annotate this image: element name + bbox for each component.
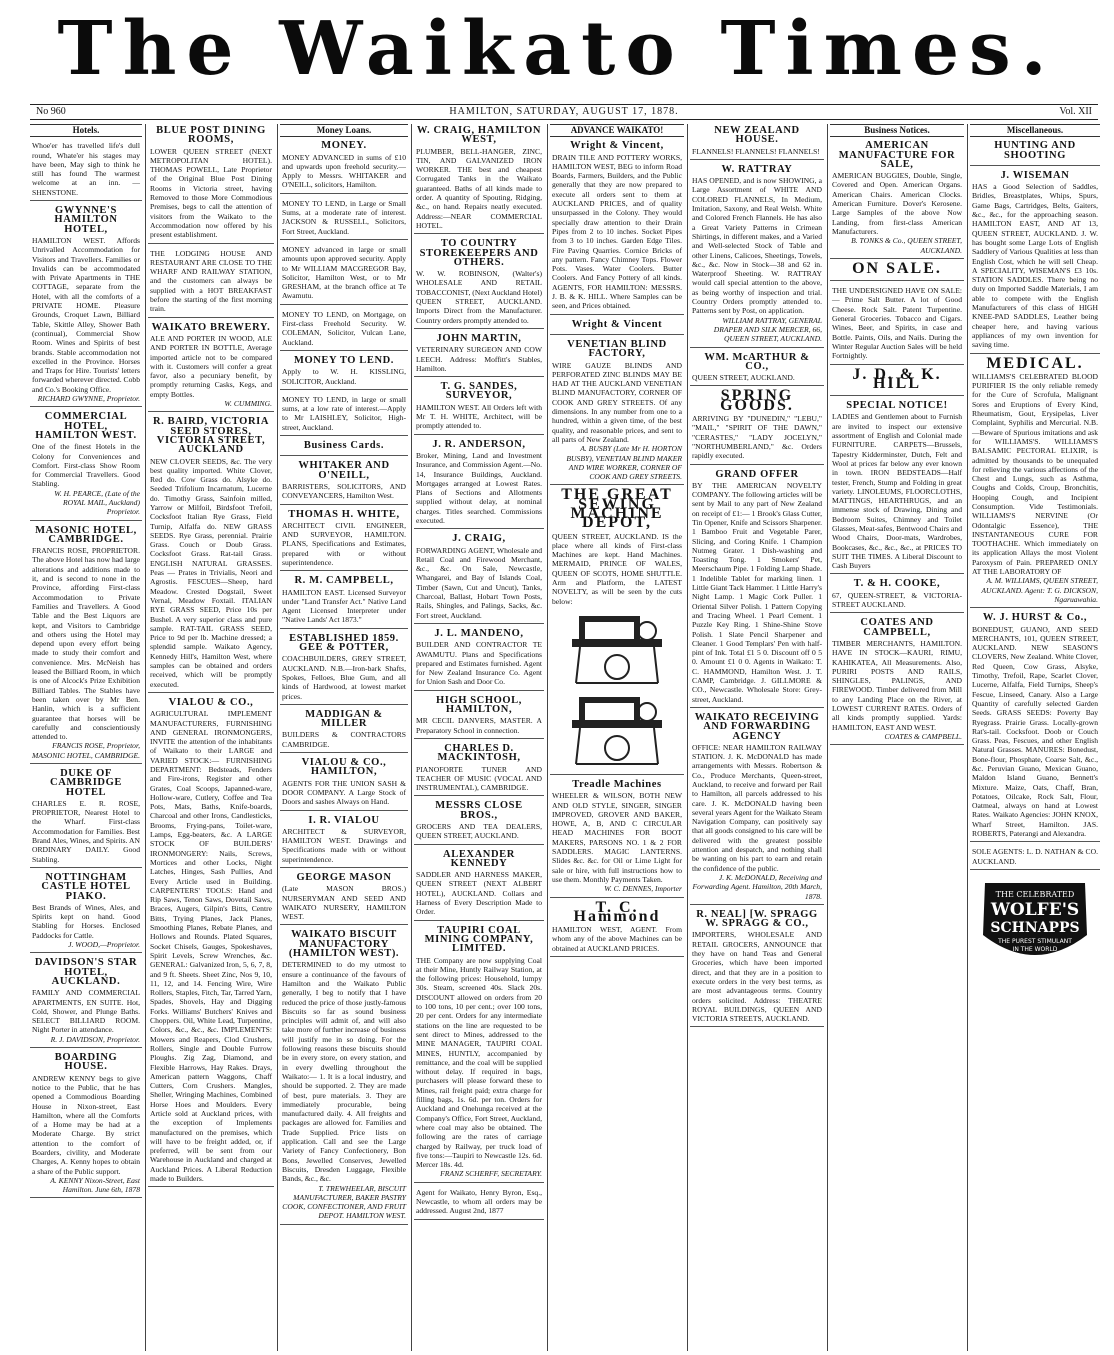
svg-text:WOLFE'S: WOLFE'S [990, 899, 1080, 920]
advertisement [550, 486, 684, 775]
dateline [30, 104, 1098, 120]
advertisement-body: HAS a Good Selection of Saddles, Bridles, Breastplates, Whips, Spurs, Game Bags, Cartridges, Belts, Gaiters, &c., &c., for the approaching season. HAMILTON EAST, AND AT 13, QUEEN STREET, AUCKLAND. J. W. has bought some Large Lots of English Saddlery of Various Qualities at less than English Cost, which he will sell Cheap. A SPECIALITY, WISEMAN'S £3 10s. STATION SADDLES. There being no duty on Imported Saddle Materials, I am able to compete with the English Manufacturers of this class of HIGH KNEE-PAD SADDLES, Leather being cheaper here, and having various appliances of my own invention for saving time. [972, 182, 1098, 350]
advertisement-body: WILLIAMS'S CELEBRATED BLOOD PURIFIER IS the only reliable remedy for the Cure of Scrofula, Malignant Sores and Eruptions of Every Kind, Rheumatism, Gout, Erysipelas, Liver Complaint, Syphilis and Mercurial. N.B.—Beware of Spurious imitations and ask for WILLIAMS'S. WILLIAMS'S BALSAMIC PECTORAL ELIXIR, is admitted by thousands to be unequaled for relieving the various affections of the Chest and Lungs, such as Asthma, Coughs and Colds, Croup, Bronchitis, Hooping Cough, and Incipient Consumption. Vide Testimonials. WILLIAMS'S NERVINE (Or Odontalgic Essence), THE INSTANTANEOUS CURE FOR TOOTHACHE. Which immediately on its application Allays the most Violent Paroxysm of Pain. PREPARED ONLY AT THE LABORATORY OF [972, 371, 1098, 577]
advertisement-body: BONEDUST, GUANO, AND SEED MERCHANTS, 101, QUEEN STREET, AUCKLAND. NEW SEASON'S CLOVERS, New Zealand. White Clover, Red Queen, Cow Grass, Alsyke, Timothy, Trefoil, Rape, Scarlet Clover, Lucerne, Alfalfa, Field Turnips, Sheep's Fescue, Linseed, Canary. Also a Large Quantity of carefully selected Garden Seeds. GRASS SEEDS: Poverty Bay Ryegrass. Prairie Grass. Locally-grown Rat's-tail. Cocksfoot. Doob or Couch Grass. Peas, Fescues, and other English Natural Grasses. MANURES: Bonedust, Bone-flour, Phosphate, Coarse Salt, &c., &c. Peruvian Guano, Mexican Guano, Maldon Island Guano, Bennett's Mixture. Maize, Oats, Chaff, Bran, Potatoes, Oilcake, Rock Salt, Flour, Oatmeal, always on hand at Lowest Rates. Waikato Agencies: JOHN KNOX, Wharf Street, Hamilton. JAS. ROBERTS, Paterangi and Alexandra. [972, 624, 1098, 839]
advertisement-signature: B. TONKS & Co., QUEEN STREET, AUCKLAND. [851, 236, 962, 255]
advertisement [414, 926, 544, 1183]
column-1 [30, 124, 142, 1351]
advertisement-heading: WAIKATO RECEIVING AND FORWARDING AGENCY [694, 711, 820, 742]
advertisement-body: GROCERS AND TEA DEALERS, QUEEN STREET, AUCKLAND. [416, 822, 542, 841]
advertisement-signature: A. KENNY Nixon-Street, East Hamilton. June 6th, 1878 [50, 1175, 140, 1195]
advertisement [148, 698, 274, 1187]
advertisement [280, 634, 408, 705]
advertisement-heading: COMMERCIAL HOTEL, HAMILTON WEST. [35, 411, 137, 441]
column-2 [148, 124, 274, 1351]
advertisement [550, 141, 684, 314]
column-rule [277, 124, 278, 1351]
advertisement [414, 382, 544, 434]
advertisement-heading: CHARLES D. MACKINTOSH, [437, 742, 521, 764]
advertisement-heading: J. L. MANDENO, [434, 627, 524, 639]
advertisement-body: PIANOFORTE TUNER AND TEACHER OF MUSIC (VOCAL AND INSTRUMENTAL), CAMBRIDGE. [416, 764, 542, 793]
advertisement-body: TIMBER MERCHANTS, HAMILTON. HAVE IN STOCK—KAURI, RIMU, KAHIKATEA, All Measurements. Also, PURIRI POSTS AND RAILS, SHINGLES, PALINGS, AND FIREWOOD. Timber delivered from Mill to any Landing Place on the River, at LOWEST CURRENT RATES. Orders of all kinds promptly supplied. Yards: HAMILTON, EAST AND WEST. [832, 638, 962, 732]
advertisement [280, 441, 408, 456]
advertisement [280, 310, 408, 351]
advertisement-body: VETERINARY SURGEON AND COW LEECH. Address: Moffitt's Stables, Hamilton. [416, 345, 542, 373]
advertisement [30, 526, 142, 764]
advertisement-heading: I. R. VIALOU [308, 814, 380, 826]
advertisement-heading: T. G. SANDES, SURVEYOR, [440, 381, 518, 402]
advertisement [414, 440, 544, 530]
advertisement-body: BUILDER AND CONTRACTOR TE AWAMUTU. Plans and Specifications prepared and Estimates furnished. Agent for New Zealand Insurance Co. Agent for Union Sash and Door Co. [416, 640, 542, 687]
advertisement [550, 780, 684, 898]
advertisement-body: THE LODGING HOUSE AND RESTAURANT ARE CLOSE TO THE WHARF AND RAILWAY STATION, and the customers can always be supplied with a HOT BREAKFAST before the starting of the first morning train. [150, 248, 272, 314]
advertisement-heading: BLUE POST DINING ROOMS, [156, 125, 266, 146]
sewing-machine-illustration [562, 609, 672, 687]
advertisement [30, 769, 142, 868]
advertisement-heading: DAVIDSON'S STAR HOTEL, AUCKLAND. [34, 957, 138, 987]
advertisement [414, 744, 544, 796]
advertisement-body: (Late MASON BROS.) NURSERYMAN AND SEED AND WAIKATO NURSERY, HAMILTON WEST. [282, 884, 406, 922]
advertisement-body: BARRISTERS, SOLICITORS, AND CONVEYANCERS, Hamilton West. [282, 481, 406, 501]
advertisement-heading: J. CRAIG, [452, 533, 506, 545]
column-rule [411, 124, 412, 1351]
advertisement-body: MONEY TO LEND, on Mortgage, on First-class Freehold Security. W. COLEMAN, Solicitor, Vulcan Lane, Auckland. [282, 309, 406, 347]
issue-number: No 960 [36, 106, 66, 117]
advertisement [280, 873, 408, 925]
advertisement [830, 286, 964, 364]
advertisement-heading: R. BAIRD, VICTORIA SEED STORES, VICTORIA STREET, AUCKLAND [152, 416, 269, 456]
advertisement-heading: MESSRS CLOSE BROS., [435, 800, 523, 821]
advertisement-body: AMERICAN BUGGIES, Double, Single, Covered and Open. American Organs. American Chairs. American Clocks. American Furniture. Dover's Kerosene. Large Samples of the above Now Landing, from first-class American Manufacturers. [832, 171, 962, 236]
advertisement-body: THE Company are now supplying Coal at their Mine, Huntly Railway Station, at the following prices: Household, lumpy 30s. Steam, screened 40s. Slack 20s. DISCOUNT allowed on orders from 20 to 100 tons, 10 per cent.; over 100 tons, 20 per cent. Orders for any intermediate stations on the line are requested to be sent direct to Mines, addressed to the MINE MANAGER, TAUPIRI COAL MINES, HUNTLY, accompanied by remittance, and the coal will be supplied without delay. If required in bags, purchasers will please forward these to Mines, rail freight paid; extra charge for filling bags, 1s. 6d. per ton. Orders for Auckland and Onehunga received at the Company's Office, Fort Street, Auckland, where coal may also be obtained. The following are the rates of carriage charged by Railway, per truck load of five tons:—Taupiri to Newcastle 12s. 6d. Mercer 18s. 4d. [416, 955, 542, 1170]
advertisement [414, 850, 544, 921]
column-rule [547, 124, 548, 1351]
advertisement-heading: DUKE OF CAMBRIDGE HOTEL [50, 768, 122, 798]
advertisement-heading: AMERICAN MANUFACTURE FOR SALE, [838, 140, 956, 170]
advertisement [830, 365, 964, 397]
advertisement [970, 141, 1100, 166]
advertisement-heading: J. R. ANDERSON, [432, 438, 526, 450]
advertisement-body: DRAIN TILE AND POTTERY WORKS, HAMILTON WEST, BEG to inform Road Boards, Farmers, Builders, and the Public generally that they are now prepared to execute all orders sent to them at AUCKLAND PRICES, and of quality unsurpassed in the Colony. They would specially draw attention to their Drain Pipes from 2 to 10 inches. Socket Pipes from 3 to 10 inches. Garden Edge Tiles. Fire Paving Quarries. Cornice Bricks of any pattern. Fancy Chimney Tops. Flower Pots. Vases. Water Coolers. Butter Coolers. And Fancy Pottery of all kinds. AGENTS, FOR HAMILTON: MESSRS. J. B. & K. HILL. Where Samples can be seen, and Prices obtained. [552, 152, 682, 311]
column-rule [967, 124, 968, 1351]
advertisement-signature: FRANCIS ROSE, Proprietor, MASONIC HOTEL, CAMBRIDGE. [32, 741, 140, 760]
advertisement [830, 579, 964, 613]
advertisement [148, 417, 274, 693]
advertisement [148, 249, 274, 318]
advertisement-body: COACHBUILDERS, GREY STREET, AUCKLAND. N.B.—Iron-bark Shafts, Spokes, Felloes, Blue Gum, and all kinds of Hardwood, at lowest market prices. [282, 654, 406, 701]
advertisement-body: SADDLER AND HARNESS MAKER, QUEEN STREET (NEXT ALBERT HOTEL), AUCKLAND. Collars and Harness of Every Description Made to Order. [416, 870, 542, 917]
advertisement-heading: Wright & Vincent, [570, 140, 664, 152]
advertisement-heading: Business Cards. [303, 440, 385, 452]
advertisement-body: ARCHITECT & SURVEYOR, HAMILTON WEST. Drawings and Specifications made with or without superintendence. [282, 826, 406, 864]
advertisement-heading: BOARDING HOUSE. [54, 1052, 118, 1073]
advertisement-body: HAMILTON WEST, AGENT. From whom any of the above Machines can be obtained at AUCKLAND PRICES. [552, 925, 682, 953]
advertisement-heading: WM. McARTHUR & CO., [704, 351, 810, 372]
column-rule [827, 124, 828, 1351]
advertisement-heading: R. NEAL] [W. SPRAGG W. SPRAGG & CO., [696, 908, 818, 930]
advertisement-body: HAMILTON WEST. All Orders left with Mr T. H. WHITE, Architect, will be promptly attended to. [416, 402, 542, 431]
svg-text:SCHNAPPS: SCHNAPPS [990, 919, 1080, 936]
advertisement-heading: MONEY. [321, 140, 367, 152]
advertisement-heading: J. WISEMAN [1000, 169, 1070, 181]
advertisement-body: MR CECIL DANVERS, MASTER. A Preparatory School in connection. [416, 716, 542, 735]
masthead [0, 0, 1114, 100]
advertisement [830, 141, 964, 259]
advertisement-signature: FRANZ SCHERFF, SECRETARY. [440, 1169, 542, 1179]
advertisement-body: BUILDERS & CONTRACTORS CAMBRIDGE. [282, 730, 406, 749]
advertisement-heading: J. D. & K. HILL [852, 365, 942, 392]
advertisement [690, 713, 824, 905]
advertisement [690, 910, 824, 1028]
column-6 [690, 124, 824, 1351]
advertisement-body: Broker, Mining, Land and Investment Insurance, and Commission Agent.—No. 14, Insurance Buildings, Auckland. Mortgages arranged at Lowest Rates. Plans of Sections and Allotments supplied without delay, at nominal charges. Titles searched. Commissions executed. [416, 450, 542, 525]
section-heading: Money Loans. [280, 124, 408, 137]
advertisement-body: ANDREW KENNY begs to give notice to the Public, that he has opened a Commodious Boarding House in Nixon-street, East Hamilton, where all the Comforts of a Home may be had at a Moderate Charge. By strict attention to the comfort of Boarders, civility, and Moderate Charges, A. Kenny hopes to obtain a share of the Public support. [32, 1073, 140, 1176]
advertisement-body: THE UNDERSIGNED HAVE ON SALE:— Prime Salt Butter. A lot of Good Cheese. Rock Salt. Patent Turpentine. General Groceries. Tobacco and Cigars. Wines, Beer, and Spirits, in case and Bottle. Paints, Oils, and Nails. During the Winter Regular Auction Sales will be held Fortnightly. [832, 286, 962, 361]
advertisement-body: OFFICE: NEAR HAMILTON RAILWAY STATION. J. K. McDONALD has made arrangements with Messrs. Robertson & Co., Produce Merchants, Queen-street, Auckland, to receive and forward per Rail to Hamilton, all parcels addressed to his care. J. K. McDONALD having been several years Agent for the Waikato Steam Navigation Company, can positively say that all goods consigned to his care will be delivered with the greatest possible attention and despatch, and nothing shall be wanting on his part to earn and retain the confidence of the public. [692, 742, 822, 873]
section-heading: Business Notices. [830, 124, 964, 137]
advertisement-signature: RICHARD GWYNNE, Proprietor. [37, 394, 140, 404]
advertisement [830, 259, 964, 281]
advertisement [690, 165, 824, 348]
advertisement [970, 354, 1100, 609]
advertisement-signature: T. TREWHEELAR, BISCUIT MANUFACTURER, BAKER PASTRY COOK, CONFECTIONER, AND FRUIT DEPOT. HAMILTON WEST. [282, 1183, 406, 1221]
advertisement-signature: R. J. DAVIDSON, Proprietor. [50, 1034, 140, 1044]
advertisement-body: AGRICULTURAL IMPLEMENT MANUFACTURERS, FURNISHING AND GENERAL IRONMONGERS, INVITE the attention of the inhabitants of Waikato to their LARGE and VARIED STOCK:— FURNISHING DEPARTMENT: Bedsteads, Fenders and Fire-irons, Register and other Grates, Coal Scoops, Japanned-ware, Hollow-ware, Cutlery, Coffee and Tea Pots, Mats, Baths, Knife-boards, Charcoal and other Irons, Candlesticks, Brooms, Frying-pans, Toilet-ware, Lamps, Egg-beaters, &c. A LARGE STOCK OF BUILDERS' IRONMONGERY: Nails, Screws, Mortices and other Locks, Night Latches, Hinges, Sash Pullies, And Every Article used in Building. CARPENTERS' TOOLS: Hand and Rip Saws, Tenon Saws, Dovetail Saws, Braces, Augers, Gilpin's Bitts, Centre Bitts, Trying Planes, Jack Planes, Smoothing Planes, Rebate Planes, and Hollows and Rounds. Plated Squares, Socket Chisels, Gauges, Spokeshaves, Spirit Levels, Screw Wrenches, &c. GENERAL: Galvanized Iron, 5, 6, 7, 8, and 9 ft. Sheets. Sheet Zinc, Nos 9, 10, 11, 12, and 14. Fencing Wire, Wire Rollers, Staples, Fitch, Tar, Tarred Yarn, Spades, Shovels, Hay and Digging Forks. Williams' Butchers' Knives and Choppers. Oil, White Lead, Turpentine, Colors, &c., &c., &c. IMPLEMENTS: Mowers and Reapers, Clod Crushers, Rollers, Single and Double Furrow Ploughs. Zig Zag, Diamond, and Flexible Harrows, Hay Rakes. Drays, American pattern Waggons, Chaff Cutters, Corn Crushers. Mangles, Sheller, Wringing Machines, Combined Horse Hoes and Moulders. Every Article sold at Auckland prices, with the exception of Implements manufactured on the premises, which will have to be freight added, or, if preferred, will be sent from our Warehouse in Auckland and charged at Auckland Prices. A Liberal Reduction made to Builders. [150, 709, 272, 1184]
advertisement [970, 847, 1100, 870]
advertisement-signature: A. M. WILLIAMS, QUEEN STREET, AUCKLAND. Agent: T. G. DICKSON, Ngaruawahia. [981, 576, 1098, 604]
advertisement-signature: W. CUMMING. [224, 399, 272, 409]
advertisement-body: WHEELER & WILSON, BOTH NEW AND OLD STYLE, SINGER, SINGER IMPROVED, GROVER AND BAKER, HOWE, A, B, AND C CIRCULAR HEAD MACHINES FOR BOOT MAKERS, PARSONS NO. 1 & 2 FOR SADDLERS. MAGIC LANTERNS. Slides &c. &c. for Oil or Lime Light for sale or hire, with full instructions how to use them. Monthly Payments Taken. [552, 791, 682, 884]
newspaper-title: The Waikato Times. [57, 6, 1057, 92]
advertisement [280, 395, 408, 436]
column-3 [280, 124, 408, 1351]
advertisement-body: BY THE AMERICAN NOVELTY COMPANY. The following articles will be sent by Mail to any part of New Zealand on receipt of £1:— 1 Brook's Glass Cutter, Tin Opener, Knife and Scissors Sharpener. 1 Bamboo Fruit and Vegetable Parer, Slicing, and Coring Knife. 1 Champion Nutmeg Grater. 1 Dish-washing and Toasting Tong. 1 Smokers' Pet, Meerschaum Pipe. 1 Folding Lamp Shade. 1 Indelible Tablet for marking linen. 1 Little Giant Tack Hammer. 1 Little Harry's Night Lamp. 1 Magic Cork Puller. 1 Oriental Silver Polish. 1 Pattern Copying and Tracing Wheel. 1 Pearl Cement. 1 Puzzle Key Ring. 1 Shine-Shine Stove Polish. 1 Slate Pencil Sharpener and Cleaner. 1 Good Templars' Pen with half-pint of Ink. Total £1 5 0. Discount off 0 5 0. Amount £1 0 0. Agents in Waikato: T. C. HAMMOND, Hamilton West. J. T. CAMP, Cambridge. J. GILLMORE & CO., Newcastle. Wholesale Store: Grey-street, Auckland. [692, 480, 822, 704]
advertisement-heading: THOMAS H. WHITE, [288, 508, 400, 520]
advertisement-signature: A. BUSBY (Late Mr H. HORTON BUSBY), VENETIAN BLIND MAKER AND WIRE WORKER, CORNER OF COOK AND GREY STREETS. [566, 444, 682, 482]
advertisement-body: FRANCIS ROSE, PROPRIETOR. The above Hotel has now had large alterations and additions made to it, and is second to none in the Province, affording First-class Accommodation to Private Families and Travellers. A Good Table and the Best Liquors are kept, and Visitors to Cambridge and others using the Hotel may depend upon every effort being made to study their comfort and convenience. Mrs. McNeish has leased the Billiard Room, in which is one of Alcock's Prize Exhibition Billiard Tables. The Stables have been taken over by Mr Ben. Hanlin, which is a sufficient guarantee that horses will be carefully and conscientiously attended to. [32, 546, 140, 742]
advertisement [280, 710, 408, 753]
advertisement-body: Whoe'er has travelled life's dull round, Whate'er his stages may have been, May sigh to think he still has found The warmest welcome at an inn. —SHENSTONE. [32, 141, 140, 197]
advertisement-body: Apply to W. H. KISSLING, SOLICITOR, Auckland. [282, 367, 406, 386]
advertisement-body: ARRIVING BY "DUNEDIN," "LEBU," "MAIL," "SPIRIT OF THE DAWN," "CERASTES," "LADY JOCELYN," "NORTHUMBERLAND," &c. Orders rapidly executed. [692, 414, 822, 461]
advertisement-body: FORWARDING AGENT, Wholesale and Retail Coal and Firewood Merchant, &c., &c. On Sale, Newcastle, Whangarei, and Bay of Islands Coal, Timber (Sawn, Cut and Uncut), Tanks, Charcoal, Ballast, Hobart Town Posts, Rails, Shingles, and Palings, Sacks, &c. Fort street, Auckland. [416, 545, 542, 620]
advertisement [414, 801, 544, 844]
advertisement-body: HAS OPENED, and is now SHOWING, a Large Assortment of WHITE AND COLORED FLANNELS, In Medium, Imitation, Saxony, and Real Welsh. White and Colored French Flannels. He has also a Great Variety Patterns in Crimean Shirtings, in different makes, and a Varied and Well-selected Stock of Table and other Linens, Calicoes, Sheetings, Towels, &c., &c. Now in Stock—38 and 62 in. Waterproof Sheeting. W. RATTRAY would call special attention to the above, as being worthy of inspection and trial. Country Orders promptly attended to. Patterns sent by Post, on application. [692, 176, 822, 316]
advertisement-heading: SPECIAL NOTICE! [846, 400, 948, 412]
advertisement [148, 126, 274, 244]
volume-number: Vol. XII [1059, 106, 1092, 117]
advertisement-heading: NEW ZEALAND HOUSE. [714, 125, 800, 146]
advertisement [280, 141, 408, 193]
advertisement-heading: T. C. Hammond [573, 898, 661, 925]
advertisement-heading: W. J. HURST & Co., [982, 612, 1088, 624]
advertisement [690, 353, 824, 387]
advertisement-heading: MEDICAL. [986, 354, 1084, 372]
advertisement-body: HAMILTON EAST. Licensed Surveyor under "Land Transfer Act." Native Land Agent Licensed Interpreter under "Native Lands' Act 1873." [282, 587, 406, 625]
advertisement-body: AGENTS FOR THE UNION SASH & DOOR COMPANY. A Large Stock of Doors and sashes Always on Hand. [282, 778, 406, 807]
advertisement [280, 816, 408, 868]
advertisement [414, 126, 544, 234]
advertisement-heading: T. & H. COOKE, [853, 578, 941, 590]
column-rule [145, 124, 146, 1351]
advertisement-body: Best Brands of Wines, Ales, and Spirits kept on hand. Good Stabling for Horses. Enclosed Paddocks for Cattle. [32, 902, 140, 940]
advertisement-heading: GEORGE MASON [296, 872, 392, 883]
svg-text:IN THE WORLD: IN THE WORLD [1012, 945, 1058, 953]
advertisement [30, 141, 142, 201]
advertisement [970, 613, 1100, 842]
advertisement-body: WIRE GAUZE BLINDS AND PERFORATED ZINC BLINDS MAY BE HAD AT THE AUCKLAND VENETIAN BLIND MANUFACTORY, CORNER OF COOK AND GREY STREETS. Of any dimensions. In any number from one to a hundred, within a given time, of the best quality, and reasonable prices, and sent to all parts of New Zealand. [552, 360, 682, 444]
advertisement-heading: VIALOU & CO., [168, 696, 254, 708]
advertisement [414, 239, 544, 329]
advertisement-body: FAMILY AND COMMERCIAL APARTMENTS, EN SUITE. Hot, Cold, Shower, and Plunge Baths. SELECT BILLIARD ROOM. Night Porter in attendance. [32, 988, 140, 1035]
advertisement-body: LOWER QUEEN STREET (NEXT METROPOLITAN HOTEL). THOMAS POWELL, Late Proprietor of the Original Blue Post Dining Rooms in Victoria street, having Removed to those More Commodious Premises, begs to call the attention of visitors from the Waikato to the Accommodation now offered by his present establishment. [150, 146, 272, 240]
advertisement [414, 334, 544, 377]
advertisement-heading: MADDIGAN & MILLER [305, 708, 383, 730]
advertisement-body: 67, QUEEN-STREET, & VICTORIA-STREET AUCKLAND. [832, 590, 962, 610]
advertisement [414, 1188, 544, 1220]
advertisement [280, 245, 408, 305]
advertisement-body: MONEY TO LEND, in Large or Small Sums, at a moderate rate of interest. JACKSON & RUSSELL, Solicitors, Fort Street, Auckland. [282, 198, 406, 236]
advertisement-signature: COATES & CAMPBELL. [884, 731, 962, 741]
advertisement-signature: J. K. McDONALD, Receiving and Forwarding Agent. Hamilton, 20th March, 1878. [692, 872, 822, 901]
column-7 [830, 124, 964, 1351]
advertisement-heading: HIGH SCHOOL, HAMILTON, [436, 694, 522, 716]
advertisement [830, 401, 964, 574]
advertisement-body: IMPORTERS, WHOLESALE AND RETAIL GROCERS, ANNOUNCE that they have on hand Teas and General Groceries, which have been imported direct, and that they are in a position to execute orders in the very best terms, as are most advantageous terms. Country orders solicited. Address: THEATRE ROYAL BUILDINGS, QUEEN AND VICTORIA STREETS, AUCKLAND. [692, 930, 822, 1024]
advertisement [280, 356, 408, 390]
advertisement-heading: GRAND OFFER [715, 468, 799, 480]
advertisement-heading: ESTABLISHED 1859. GEE & POTTER, [289, 632, 399, 654]
advertisement-heading: W. CRAIG, HAMILTON WEST, [416, 125, 542, 146]
advertisement [414, 629, 544, 691]
advertisement [148, 323, 274, 413]
advertisement-heading: Treadle Machines [572, 778, 662, 790]
advertisement-heading: Wright & Vincent [571, 318, 663, 330]
column-4 [414, 124, 544, 1351]
advertisement-signature: WILLIAM RATTRAY, GENERAL DRAPER AND SILK MERCER, 66, QUEEN STREET, AUCKLAND. [713, 315, 822, 344]
advertisement-body: LADIES and Gentlemen about to Furnish are invited to inspect our extensive assortment of English and Colonial made FURNITURE. CARPETS—Brussels, Tapestry Kidderminster, Dutch, Felt and Wool at prices far below any ever known in town. IRON BEDSTEADS—Half tester, French, Stump and Folding in great variety. LINOLEUMS, FLOORCLOTHS, MATTINGS, HEARTHRUGS, and an immense stock of Drawing, Dining and Bedroom Suites, Chimney and Toilet Glasses, Meat-safes, Bentwood Chairs and Wood Chairs, Door-mats, Wardrobes, Bookcases, &c., &c., &c., at PRICES TO SUIT THE TIMES. A Liberal Discount to Cash Buyers [832, 412, 962, 571]
advertisement-body: QUEEN STREET, AUCKLAND. IS the place where all kinds of First-class Machines are kept. Hand Machines. MERMAID, PRINCE OF WALES, QUEEN OF SCOTS, HOME SHUTTLE. Arm and Platform, the LATEST NOVELTY, as will be seen by the cuts below: [552, 531, 682, 606]
advertisement [280, 510, 408, 572]
advertisement-signature: W. C. DENNES, Importer [604, 884, 682, 894]
advertisement [30, 958, 142, 1048]
advertisement-body: One of the finest Hotels in the Colony for Conveniences and Comfort. First-class Show Room for Commercial Travellers. Good Stabling. [32, 442, 140, 489]
advertisement-heading: MONEY TO LEND. [293, 354, 395, 366]
issue-date: HAMILTON, SATURDAY, AUGUST 17, 1878. [449, 106, 679, 117]
advertisement-heading: R. M. CAMPBELL, [294, 575, 394, 587]
advertisement-body: DETERMINED to do my utmost to ensure a continuance of the favours of Hamilton and the Waikato Public generally, I beg to notify that I have reduced the price of those justly-famous Biscuits so far as sound business principles will admit of, and will also take more of further increase of business will justify me in so doing. For the following reasons these biscuits should be in every store, on every station, and in every dwelling throughout the Waikato:— 1. It is a local industry, and should be supported. 2. They are made of best, pure materials. 3. They are immediately procurable, being manufactured daily. 4. All freights and packages are allowed for. Families and Trade Supplied. Price lists on application. Call and see the Large Variety of Fancy Confectionery, Bon Bons, Jewelled Conserves, Jewelled Biscuits, Dresden Luggage, Flexible Bands, &c., &c. [282, 960, 406, 1184]
advertisement-heading: WHITAKER AND O'NEILL, [298, 460, 390, 481]
advertisement [280, 199, 408, 240]
advertisement [830, 618, 964, 745]
advertisement [30, 873, 142, 953]
column-5 [550, 124, 684, 1351]
advertisement [280, 758, 408, 810]
advertisement-body: CHARLES E. R. ROSE, PROPRIETOR, Nearest Hotel to the Wharf. First-class Accommodation for Families. Best Brand Ales, Wines, and Spirits. AN ORDINARY DAILY. Good Stabling. [32, 798, 140, 864]
advertisement-body: ALE AND PORTER IN WOOD, ALE AND PORTER IN BOTTLE, Average imported article not to be compared with it. Customers will confer a great favor, also a pecuniary benefit, by promptly returning Casks, Kegs, and empty Bottles. [150, 333, 272, 399]
advertisement-heading: VIALOU & CO., HAMILTON, [301, 757, 387, 778]
advertisement-heading: ON SALE. [852, 259, 942, 277]
advertisement [690, 387, 824, 464]
advertisement [280, 930, 408, 1224]
advertisement [970, 171, 1100, 354]
svg-text:THE PUREST STIMULANT: THE PUREST STIMULANT [998, 937, 1072, 945]
advertisement-body: MONEY TO LEND, in large or small sums, at a low rate of interest.—Apply to Mr LAISHLEY, Solicitor, High-street, Auckland. [282, 394, 406, 432]
advertisement-body: HAMILTON WEST. Affords Unrivalled Accommodation for Visitors and Travellers. Families or Invalids can be accommodated with Private Apartments in THE COTTAGE, separate from the Hotel, with all the comforts of a PRIVATE HOME. Pleasure Grounds, Croquet Lawn, Billiard Table, Skittle Alley, Shower Bath (continual), Commercial Show Room. Wines and Spirits of best brands. Stable accommodation not excelled in the Province. Horses and Traps for Hire. Tourists' letters forwarded wherever directed. Cobb and Co.'s Booking Office. [32, 235, 140, 394]
section-heading: Miscellaneous. [970, 124, 1100, 137]
advertisement-body: MONEY ADVANCED in sums of £10 and upwards upon freehold security.—Apply to Messrs. WHITAKER and O'NEILL, solicitors, Hamilton. [282, 152, 406, 190]
advertisement-heading: THE GREAT SEWING MACHINE DEPOT, [561, 486, 673, 532]
advertisement-heading: WAIKATO BISCUIT MANUFACTORY (HAMILTON WEST). [288, 929, 400, 960]
advertisement-heading: WAIKATO BREWERY. [151, 321, 271, 333]
advertisement [550, 320, 684, 335]
section-heading: ADVANCE WAIKATO! [550, 124, 684, 137]
advertisement [690, 126, 824, 160]
advertisement-body: NEW CLOVER SEEDS, &c. The very best quality imported. White Clover, Red do. Cow Grass do. Alsyke do. Seeded Trifolium Incarnatum, Lucerne do. Timothy Grass, Sainfoin milled, Yarrow or Milfoil, Birdsfoot Trefoil, Cocksfoot Italian Rye Grass, Field Turnip, Alfalfa do. NEW GRASS SEEDS. Rye Grass, perennial. Prairie Grass. Couch or Doub Grass. Cocksfoot Grass. Rat-tail Grass. ENGLISH NATURAL GRASSES. Peas — Prates in Trivialis, Neori and Agrostis. FESCUES—Sheep, hard Meadow. Crested Dogstail, Sweet Vernal, Meadow Foxtail. ITALIAN RYE GRASS SEED, Price 10s per Bushel. A very superior class and pure sample. RAT-TAIL GRASS SEED, Price to 9d per lb. Machine dressed; a splendid sample. Waikato Agency, Kennedy Hill's, Hamilton West, where samples can be obtained and orders received, which will be promptly executed. [150, 456, 272, 689]
advertisement-signature: J. WOOD,—Proprietor. [68, 940, 140, 950]
advertisement-heading: HUNTING AND SHOOTING [994, 140, 1076, 161]
advertisement-body: FLANNELS! FLANNELS! FLANNELS! [692, 146, 820, 156]
advertisement [550, 898, 684, 957]
advertisement-body: Agent for Waikato, Henry Byron, Esq., Newcastle, to whom all orders may be addressed. August 2nd, 1877 [416, 1187, 542, 1216]
advertisement-body: PLUMBER, BELL-HANGER, ZINC, TIN, AND GALVANIZED IRON WORKER. THE best and cheapest Corrugated Tanks in the Waikato guaranteed. Baths of all kinds made to order. A quantity of Spouting, Ridging, &c., on hand. Repairs neatly executed. Address:—NEAR COMMERCIAL HOTEL. [416, 146, 542, 230]
advertisement-heading: W. RATTRAY [721, 163, 793, 175]
wolfes-schnapps-badge [975, 875, 1095, 971]
advertisement [414, 696, 544, 739]
sewing-machine-illustration [562, 690, 672, 768]
advertisement-heading: SPRING GOODS. [720, 387, 794, 414]
section-heading: Hotels. [30, 124, 142, 137]
advertisement [280, 576, 408, 628]
advertisement [30, 412, 142, 520]
advertisement-heading: ALEXANDER KENNEDY [443, 848, 515, 869]
advertisement-heading: GWYNNE'S HAMILTON HOTEL, [54, 205, 118, 235]
advertisement-heading: MASONIC HOTEL, CAMBRIDGE. [35, 524, 137, 545]
column-8 [970, 124, 1100, 1351]
advertisement [690, 470, 824, 708]
advertisement-heading: VENETIAN BLIND FACTORY, [567, 338, 667, 360]
advertisement-body: SOLE AGENTS: L. D. NATHAN & CO. AUCKLAND. [972, 847, 1098, 866]
svg-text:THE CELEBRATED: THE CELEBRATED [995, 889, 1075, 899]
advertisement-heading: TAUPIRI COAL MINING COMPANY, LIMITED. [424, 924, 534, 955]
advertisement-heading: TO COUNTRY STOREKEEPERS AND OTHERS. [419, 238, 539, 268]
advertisement-body: QUEEN STREET, AUCKLAND. [692, 373, 795, 383]
advertisement [30, 206, 142, 407]
advertisement-body: MONEY advanced in large or small amounts upon approved security. Apply to Mr WILLIAM MACGREGOR Bay, Solicitor, Hamilton West, or to Mr GRESHAM, at the branch office at Te Awamutu. [282, 244, 406, 301]
advertisement-heading: NOTTINGHAM CASTLE HOTEL PIAKO. [41, 871, 131, 902]
advertisement-signature: W. H. PEARCE, (Late of the ROYAL MAIL, Auckland) Proprietor. [54, 488, 140, 517]
advertisement [414, 534, 544, 624]
advertisement-heading: JOHN MARTIN, [436, 332, 522, 344]
advertisement-body: W. W. ROBINSON, (Walter's) WHOLESALE AND RETAIL TOBACCONIST, (Next Auckland Hotel) QUEEN STREET, AUCKLAND. Imports Direct from the Manufacturer. Country orders promptly attended to. [416, 269, 542, 325]
advertisement-body: ARCHITECT CIVIL ENGINEER, AND SURVEYOR, HAMILTON. PLANS, Specifications and Estimates, prepared with or without superintendence. [282, 520, 406, 567]
advertisement-heading: COATES AND CAMPBELL, [860, 617, 934, 638]
advertisement [550, 340, 684, 485]
advertisement [280, 461, 408, 504]
advertisement [30, 1053, 142, 1198]
column-rule [687, 124, 688, 1351]
